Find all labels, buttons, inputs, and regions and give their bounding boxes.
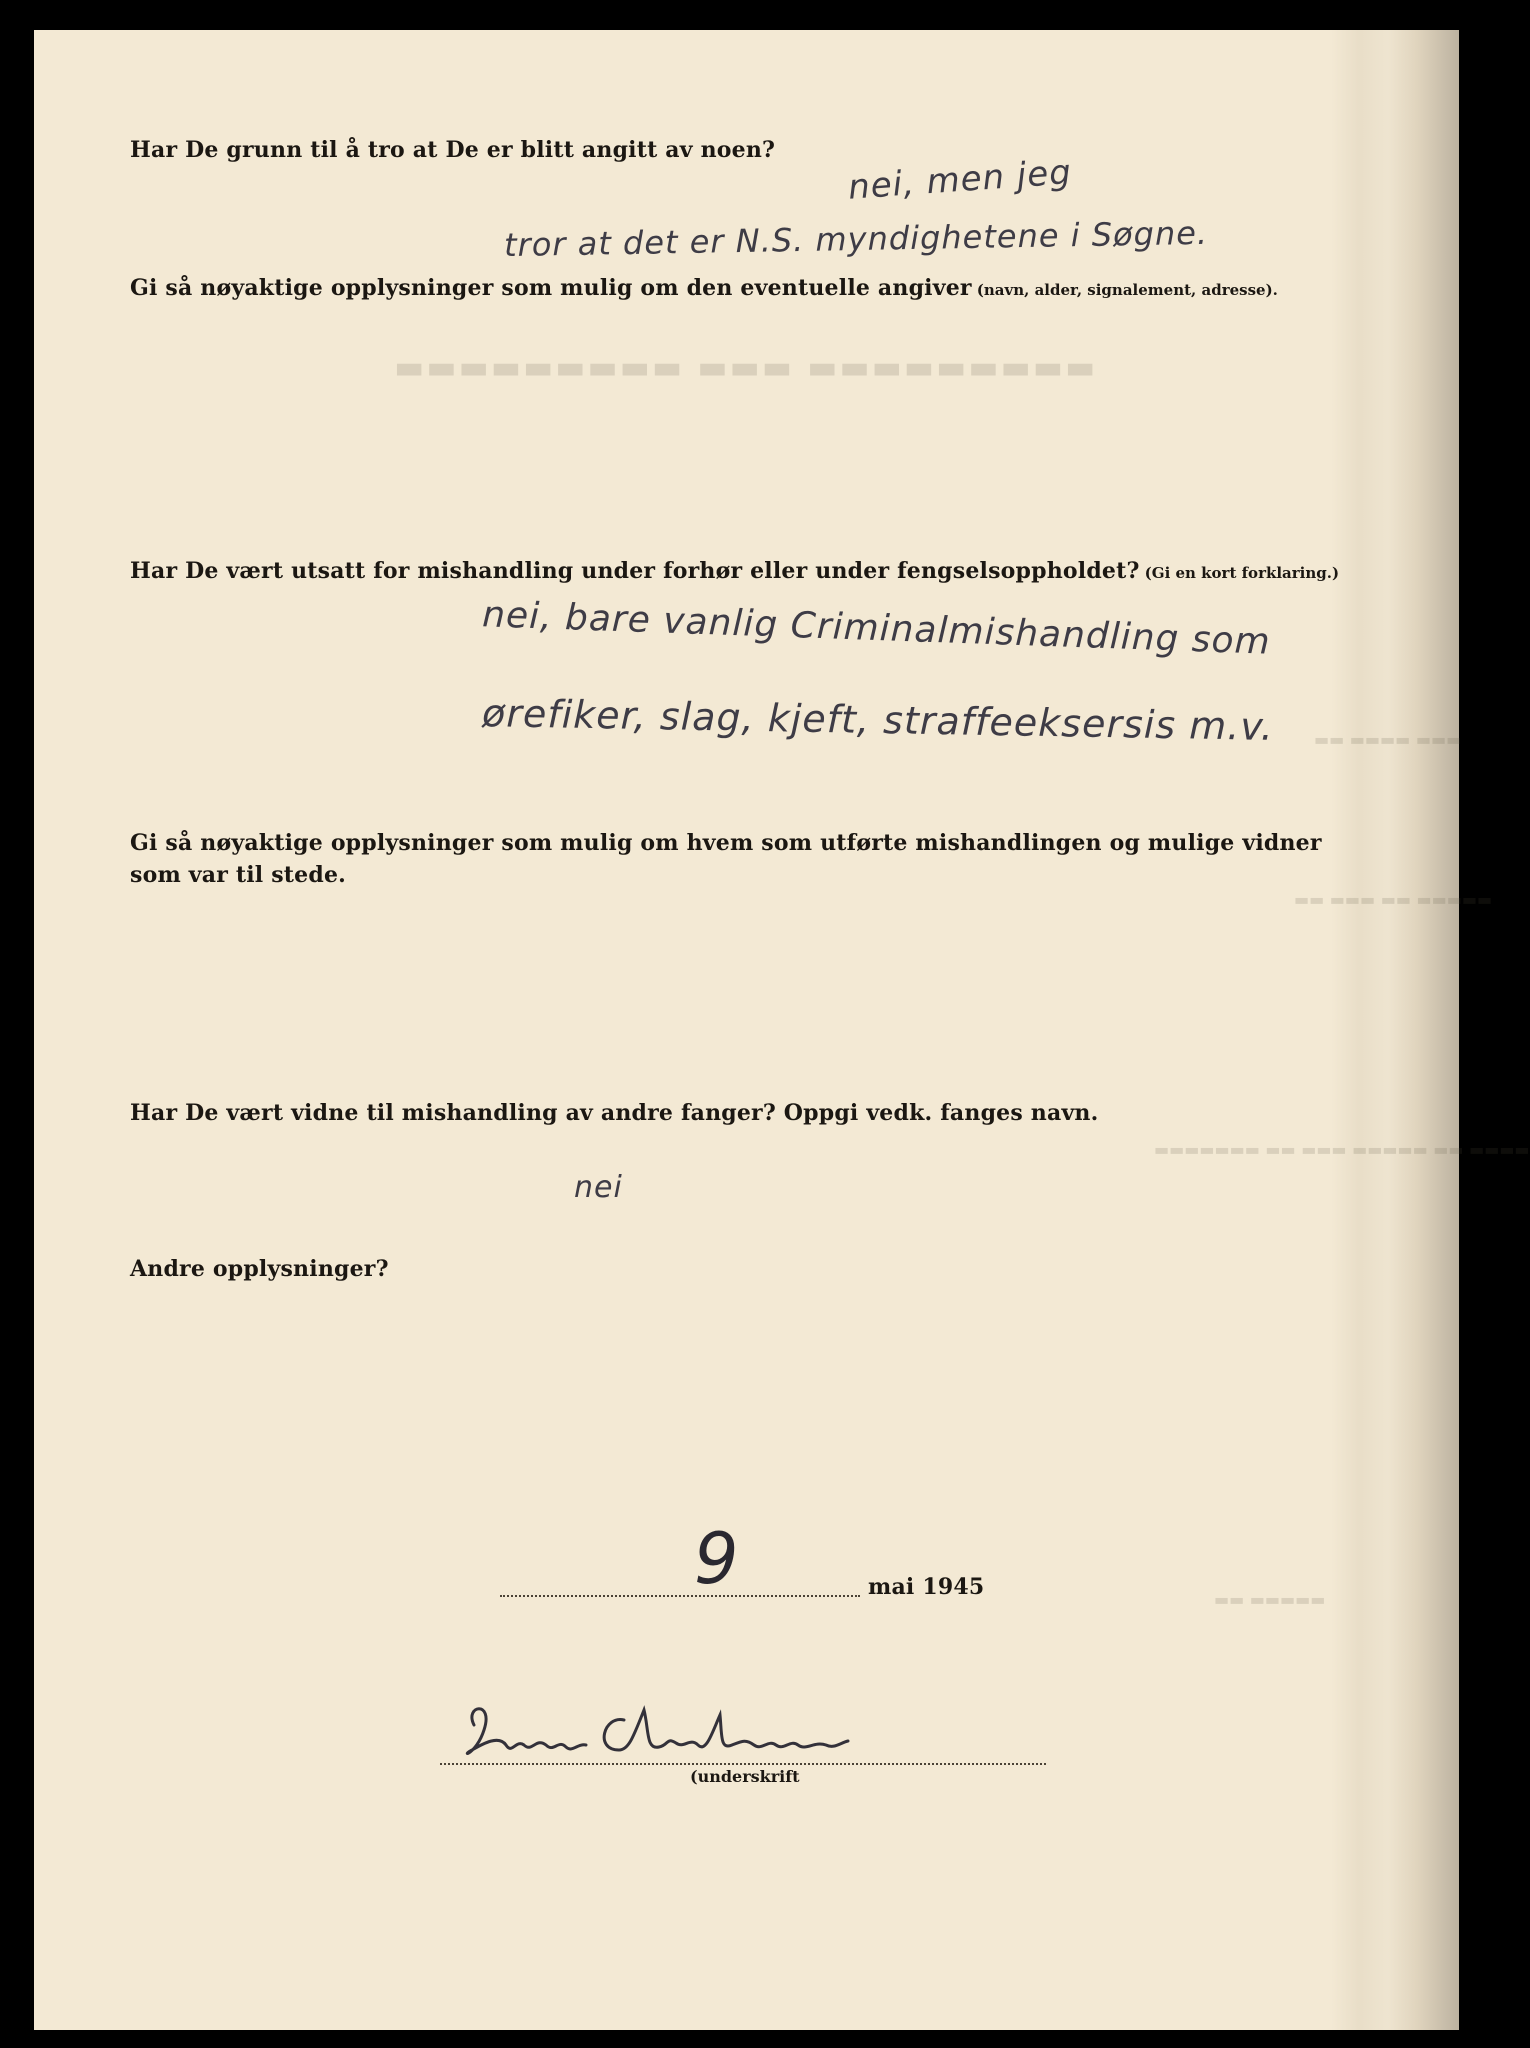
question-2-note: (navn, alder, signalement, adresse). (976, 281, 1278, 299)
signature-label: (underskrift (690, 1767, 800, 1786)
bleed-through-text: ▬▬ ▬▬▬ ▬▬ ▬▬▬▬▬ (1294, 890, 1493, 909)
question-6: Andre opplysninger? (130, 1256, 389, 1282)
answer-1-line-1: nei, men jeg (846, 152, 1073, 208)
question-5: Har De vært vidne til mishandling av andre fanger? Oppgi vedk. fanges navn. (130, 1100, 1099, 1126)
bleed-through-text: ▬▬ ▬▬▬▬▬ (1214, 1590, 1326, 1609)
question-1: Har De grunn til å tro at De er blitt angitt av noen? (130, 137, 776, 163)
date-day: 9 (694, 1518, 740, 1600)
date-suffix: mai 1945 (868, 1574, 985, 1600)
question-2-text: Gi så nøyaktige opplysninger som mulig om den eventuelle angiver (130, 275, 972, 301)
handwritten-signature (454, 1695, 854, 1775)
question-3-text: Har De vært utsatt for mishandling under forhør eller under fengselsoppholdet? (130, 558, 1140, 584)
question-2 (130, 275, 1278, 301)
answer-3-line-1: nei, bare vanlig Criminalmishandling som (481, 594, 1272, 663)
question-4-line-2: som var til stede. (130, 862, 347, 888)
question-3-note: (Gi en kort forklaring.) (1144, 564, 1340, 582)
date-dotted-line (500, 1595, 860, 1597)
bleed-through-heading: ▬▬▬▬▬▬▬▬▬ ▬▬▬ ▬▬▬▬▬▬▬▬▬ (394, 348, 1098, 386)
bleed-through-text: ▬▬▬ ▬▬▬▬ ▬▬ (1314, 730, 1462, 749)
answer-5: nei (574, 1170, 623, 1205)
bleed-through-text: ▬▬▬▬▬▬▬ ▬▬ ▬▬▬ ▬▬▬▬▬ ▬▬ ▬▬▬▬ (1154, 1140, 1530, 1159)
form-page (34, 30, 1530, 2030)
question-3 (130, 558, 1339, 584)
question-4-line-1: Gi så nøyaktige opplysninger som mulig om hvem som utførte mishandlingen og mulige vidner (130, 830, 1322, 856)
answer-3-line-2: ørefiker, slag, kjeft, straffeeksersis m.v. (481, 691, 1275, 749)
answer-1-line-2: tror at det er N.S. myndighetene i Søgne. (503, 213, 1209, 265)
